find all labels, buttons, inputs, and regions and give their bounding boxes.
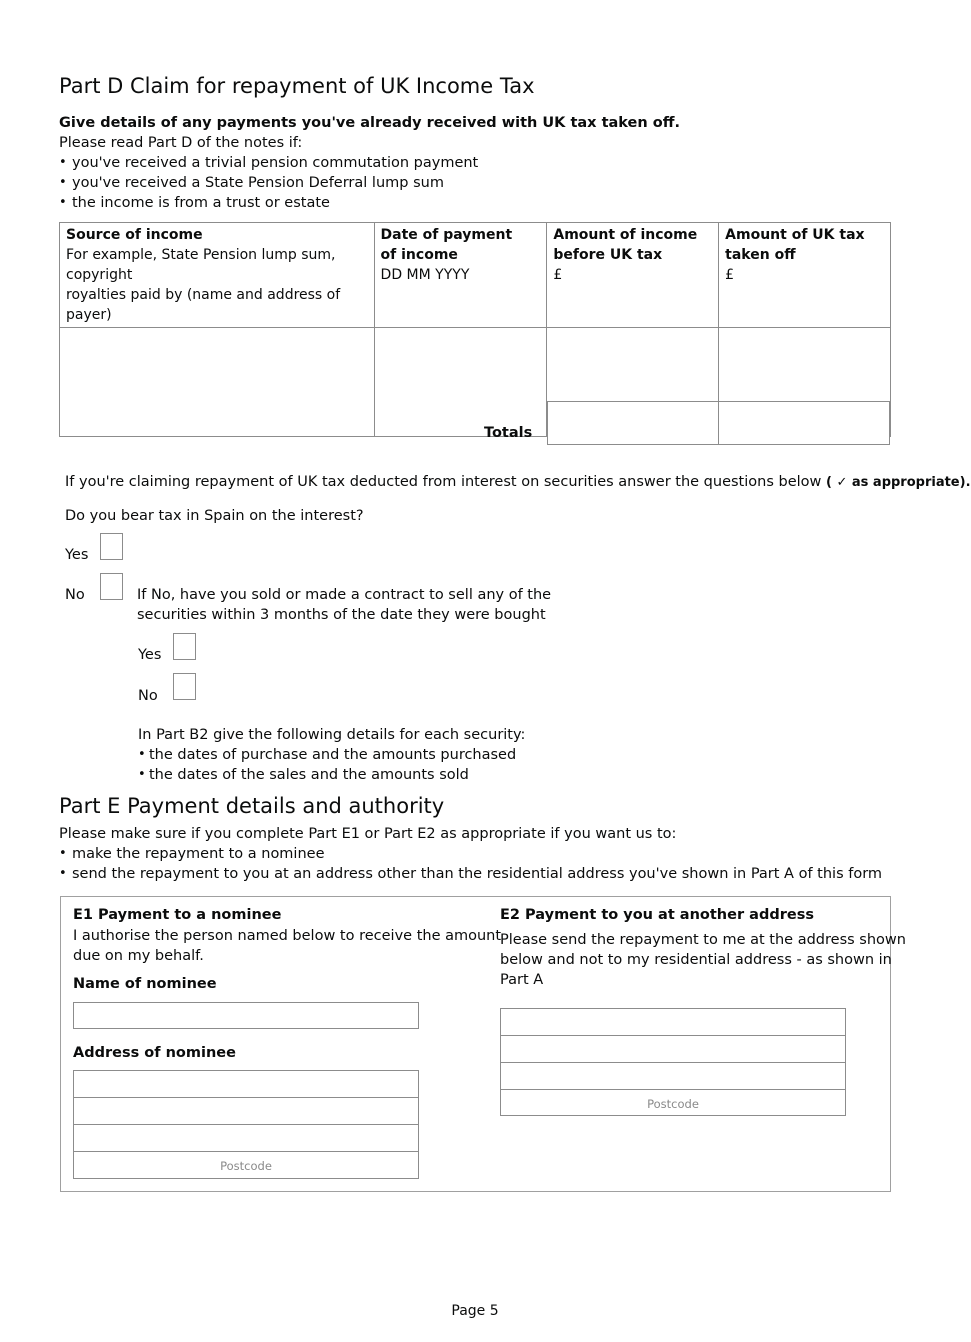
header-title: Amount of income [553,227,698,243]
nominee-address-line-1[interactable] [74,1071,418,1098]
e2-text-line2: below and not to my residential address - as shown in [500,952,892,968]
header-title: Date of payment [380,227,513,243]
header-note: DD MM YYYY [380,267,470,283]
sold-no-label: No [138,688,158,704]
header-note: £ [553,267,563,283]
part-d-intro-line: Please read Part D of the notes if: [59,135,303,151]
spain-no-label: No [65,587,85,603]
e1-text-line2: due on my behalf. [73,948,204,964]
date-of-payment-header [374,223,547,328]
nominee-address-line-3[interactable] [74,1125,418,1152]
spain-no-checkbox[interactable] [100,573,123,600]
total-tax-field[interactable] [718,401,890,445]
sold-question-line1: If No, have you sold or made a contract to sell any of the [137,587,552,603]
header-note: For example, State Pension lump sum, copyright [66,247,336,283]
header-title: before UK tax [553,247,663,263]
part-d-title: Part D Claim for repayment of UK Income Tax [59,74,535,98]
sold-yes-label: Yes [138,647,162,663]
totals-label: Totals [484,425,533,441]
other-postcode-field[interactable]: Postcode [647,1097,699,1111]
header-note: £ [725,267,735,283]
list-item: • the dates of purchase and the amounts purchased [138,745,516,765]
spain-yes-label: Yes [65,547,89,563]
other-address-line-1[interactable] [501,1009,845,1036]
nominee-name-input[interactable] [73,1002,419,1029]
page-number: Page 5 [451,1303,499,1319]
total-income-field[interactable] [547,401,719,445]
header-title: taken off [725,247,796,263]
nominee-name-label: Name of nominee [73,976,217,992]
header-title: of income [380,247,458,263]
amount-tax-taken-header [719,223,891,328]
list-item: • you've received a State Pension Deferral lump sum [59,173,478,193]
nominee-postcode-field[interactable]: Postcode [220,1159,272,1173]
sold-yes-checkbox[interactable] [173,633,196,660]
securities-question [65,472,971,493]
part-e-title: Part E Payment details and authority [59,794,445,818]
list-item: • make the repayment to a nominee [59,844,882,864]
header-title: Amount of UK tax [725,227,865,243]
header-title: Source of income [66,227,203,243]
e2-text-line1: Please send the repayment to me at the address shown [500,932,906,948]
list-item: • send the repayment to you at an address other than the residential address you've shown in Part A of this form [59,864,882,884]
amount-before-tax-header [547,223,719,328]
part-e-bullet-list [59,844,882,884]
spain-yes-checkbox[interactable] [100,533,123,560]
nominee-address-box [73,1070,419,1179]
b2-bullet-list [138,745,516,785]
nominee-address-label: Address of nominee [73,1045,236,1061]
date-of-payment-field[interactable] [374,328,547,437]
nominee-address-line-2[interactable] [74,1098,418,1125]
e2-heading: E2 Payment to you at another address [500,907,814,923]
table-header-row [60,223,891,328]
part-e-intro: Please make sure if you complete Part E1 or Part E2 as appropriate if you want us to: [59,826,677,842]
securities-instruction: ( ✓ as appropriate). [826,475,971,490]
part-d-intro-bold: Give details of any payments you've already received with UK tax taken off. [59,115,680,131]
other-address-line-3[interactable] [501,1063,845,1090]
e2-text-line3: Part A [500,972,544,988]
header-note: royalties paid by (name and address of payer) [66,287,341,323]
source-of-income-field[interactable] [60,328,375,437]
other-address-box [500,1008,846,1116]
source-of-income-header [60,223,375,328]
part-d-bullet-list [59,153,478,213]
sold-no-checkbox[interactable] [173,673,196,700]
list-item: • the income is from a trust or estate [59,193,478,213]
e1-text-line1: I authorise the person named below to receive the amount [73,928,502,944]
b2-intro: In Part B2 give the following details for each security: [138,727,526,743]
other-address-line-2[interactable] [501,1036,845,1063]
e1-heading: E1 Payment to a nominee [73,907,282,923]
securities-question-text: If you're claiming repayment of UK tax deducted from interest on securities answer the questions below [65,474,822,490]
sold-question-line2: securities within 3 months of the date they were bought [137,607,546,623]
list-item: • you've received a trivial pension commutation payment [59,153,478,173]
list-item: • the dates of the sales and the amounts sold [138,765,516,785]
spain-question: Do you bear tax in Spain on the interest? [65,508,364,524]
